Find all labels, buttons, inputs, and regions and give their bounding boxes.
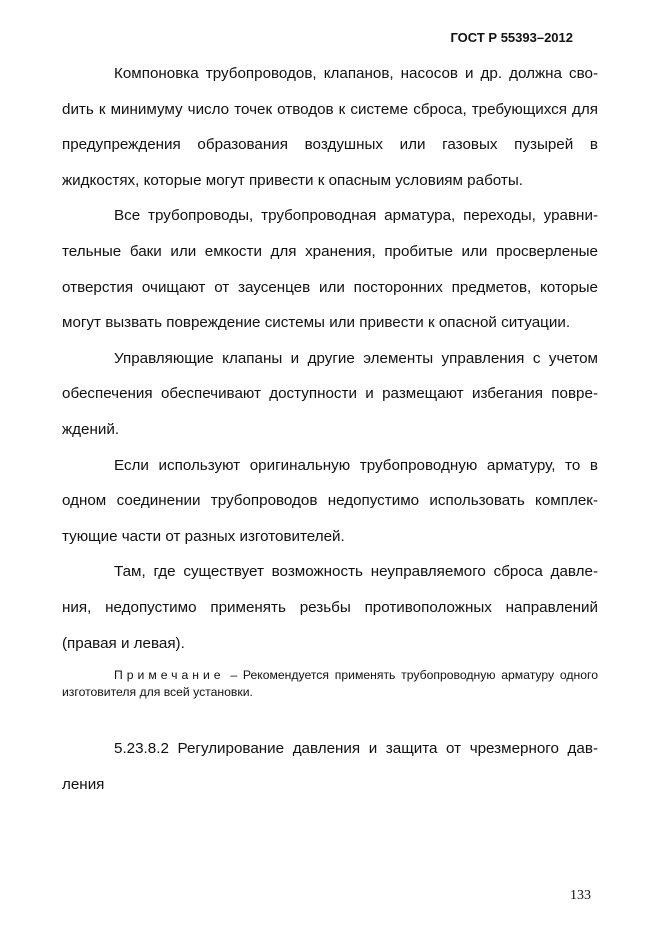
document-body [62,56,598,802]
paragraph-1: Компоновка трубопроводов, клапанов, насосов и др. должна своdить к минимуму число точек отводов к системе сброса, требующихся для предупреждения образования воздушных или газовых пузырей в жидкостях, которые могут привести к опасным условиям работы. [62,65,598,189]
note-label: Примечание [114,668,225,683]
page-number: 133 [570,888,591,903]
paragraph-3: Управляющие клапаны и другие элементы управления с учетом обеспечения обеспечивают доступности и размещают избегания повреждений. [62,349,598,438]
paragraph-4: Если используют оригинальную трубопроводную арматуру, то в одном соединении трубопроводов недопустимо использовать комплектующие части от разных изготовителей. [62,456,598,545]
note-text: – Рекомендуется применять трубопроводную арматуру одного изготовителя для всей установки. [62,668,598,700]
paragraph-2: Все трубопроводы, трубопроводная арматура, переходы, уравнительные баки или емкости для хранения, пробитые или просверленые отверстия очищают от заусенцев или посторонних предметов, которые могут вызвать повреждение системы или привести к опасной ситуации. [62,207,598,332]
note [62,667,598,701]
section-heading: 5.23.8.2 Регулирование давления и защита от чрезмерного давления [62,740,598,793]
paragraph-5: Там, где существует возможность неуправляемого сброса давления, недопустимо применять резьбы противоположных направлений (правая и левая). [62,563,598,652]
page-header-standard: ГОСТ Р 55393–2012 [450,30,573,45]
